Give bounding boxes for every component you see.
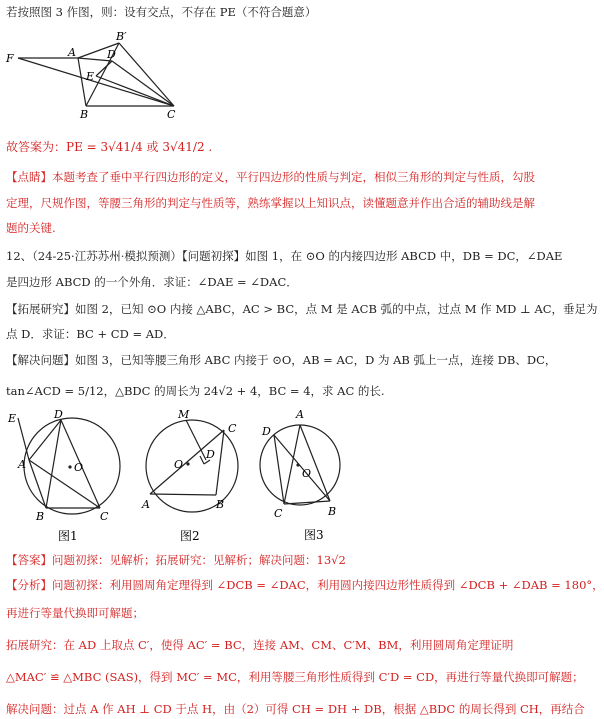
analysis-line-4: △MAC′ ≌ △MBC (SAS)，得到 MC′ = MC，利用等腰三角形性质得到 C′D = CD，再进行等量代换即可解题； [6, 670, 584, 684]
answer-label-line: 【答案】问题初探：见解析；拓展研究：见解析；解决问题：13√2 [6, 553, 346, 567]
f3-label-a: A [296, 408, 304, 421]
segment-dc [112, 61, 174, 106]
f1-label-o: O [74, 461, 84, 474]
figure-3 [254, 403, 352, 543]
f1-label-c: C [100, 510, 109, 523]
q12-line-3: 【拓展研究】如图 2，已知 ⊙O 内接 △ABC，AC > BC，点 M 是 ACB 弧的中点，过点 M 作 MD ⊥ AC，垂足为 [6, 302, 598, 316]
f3-label-c: C [274, 507, 283, 520]
top-figure [4, 28, 182, 120]
comment-line-3: 题的关键. [6, 221, 56, 235]
q12-line-5: 【解决问题】如图 3，已知等腰三角形 ABC 内接于 ⊙O，AB = AC，D 为 AB 弧上一点，连接 DB、DC， [6, 353, 557, 367]
f2-label-a: A [142, 498, 150, 511]
f3-label-b: B [328, 505, 337, 518]
f2-label-d: D [206, 448, 215, 461]
label-bp: B′ [116, 30, 127, 43]
q12-line-2: 是四边形 ABCD 的一个外角．求证：∠DAE = ∠DAC． [6, 275, 298, 289]
label-b: B [80, 108, 89, 121]
f1-label-d: D [54, 408, 63, 421]
segment-ec [96, 76, 174, 106]
top-line: 若按照图 3 作图，则：设有交点，不存在 PE（不符合题意） [6, 5, 317, 19]
q12-line-4: 点 D．求证：BC + CD = AD． [6, 327, 175, 341]
f3-label-d: D [262, 425, 271, 438]
f1-label-a: A [18, 458, 26, 471]
caption-fig1: 图1 [58, 529, 78, 543]
analysis-line-5: 解决问题：过点 A 作 AH ⊥ CD 于点 H，由（2）可得 CH = DH + DB，根据 △BDC 的周长得到 CH，再结合 [6, 702, 585, 716]
f2-label-b: B [216, 498, 225, 511]
comment-line-1: 【点睛】本题考查了垂中平行四边形的定义，平行四边形的性质与判定，相似三角形的判定与性质，勾股 [6, 170, 535, 184]
f1-label-b: B [36, 510, 45, 523]
segment-bp-c [119, 43, 174, 106]
analysis-line-3: 拓展研究：在 AD 上取点 C′，使得 AC′ = BC，连接 AM、CM、C′M、BM，利用圆周角定理证明 [6, 638, 514, 652]
segment-ab-lower [78, 58, 86, 106]
f1-label-e: E [8, 412, 17, 425]
segment-fc [18, 58, 174, 106]
f2-label-o: O [174, 458, 184, 471]
analysis-line-2: 再进行等量代换即可解题； [6, 606, 144, 620]
label-f: F [6, 52, 14, 65]
comment-line-2: 定理，尺规作图，等腰三角形的判定与性质等，熟练掌握以上知识点，读懂题意并作出合适的辅助线是解 [6, 196, 535, 210]
q12-line-1: 12、（24-25·江苏苏州·模拟预测）【问题初探】如图 1，在 ⊙O 的内接四边形 ABCD 中，DB = DC，∠DAE [6, 249, 563, 263]
label-c: C [167, 108, 176, 121]
label-e: E [86, 70, 95, 83]
q12-line-6: tan∠ACD = 5/12，△BDC 的周长为 24√2 + 4，BC = 4，求 AC 的长. [6, 384, 385, 398]
figure-1 [4, 408, 126, 543]
analysis-line-1: 【分析】问题初探：利用圆周角定理得到 ∠DCB = ∠DAC，利用圆内接四边形性质得到 ∠DCB + ∠DAB = 180°， [6, 578, 604, 592]
caption-fig3: 图3 [304, 528, 324, 542]
f2-label-m: M [178, 408, 190, 421]
f2-label-c: C [228, 422, 237, 435]
caption-fig2: 图2 [180, 529, 200, 543]
f3-label-o: O [302, 467, 312, 480]
answer-line: 故答案为：PE = 3√41/4 或 3√41/2 . [6, 140, 213, 154]
figure-2 [136, 408, 248, 543]
label-a: A [68, 46, 76, 59]
label-d: D [107, 48, 116, 61]
segment-ed [96, 61, 112, 76]
